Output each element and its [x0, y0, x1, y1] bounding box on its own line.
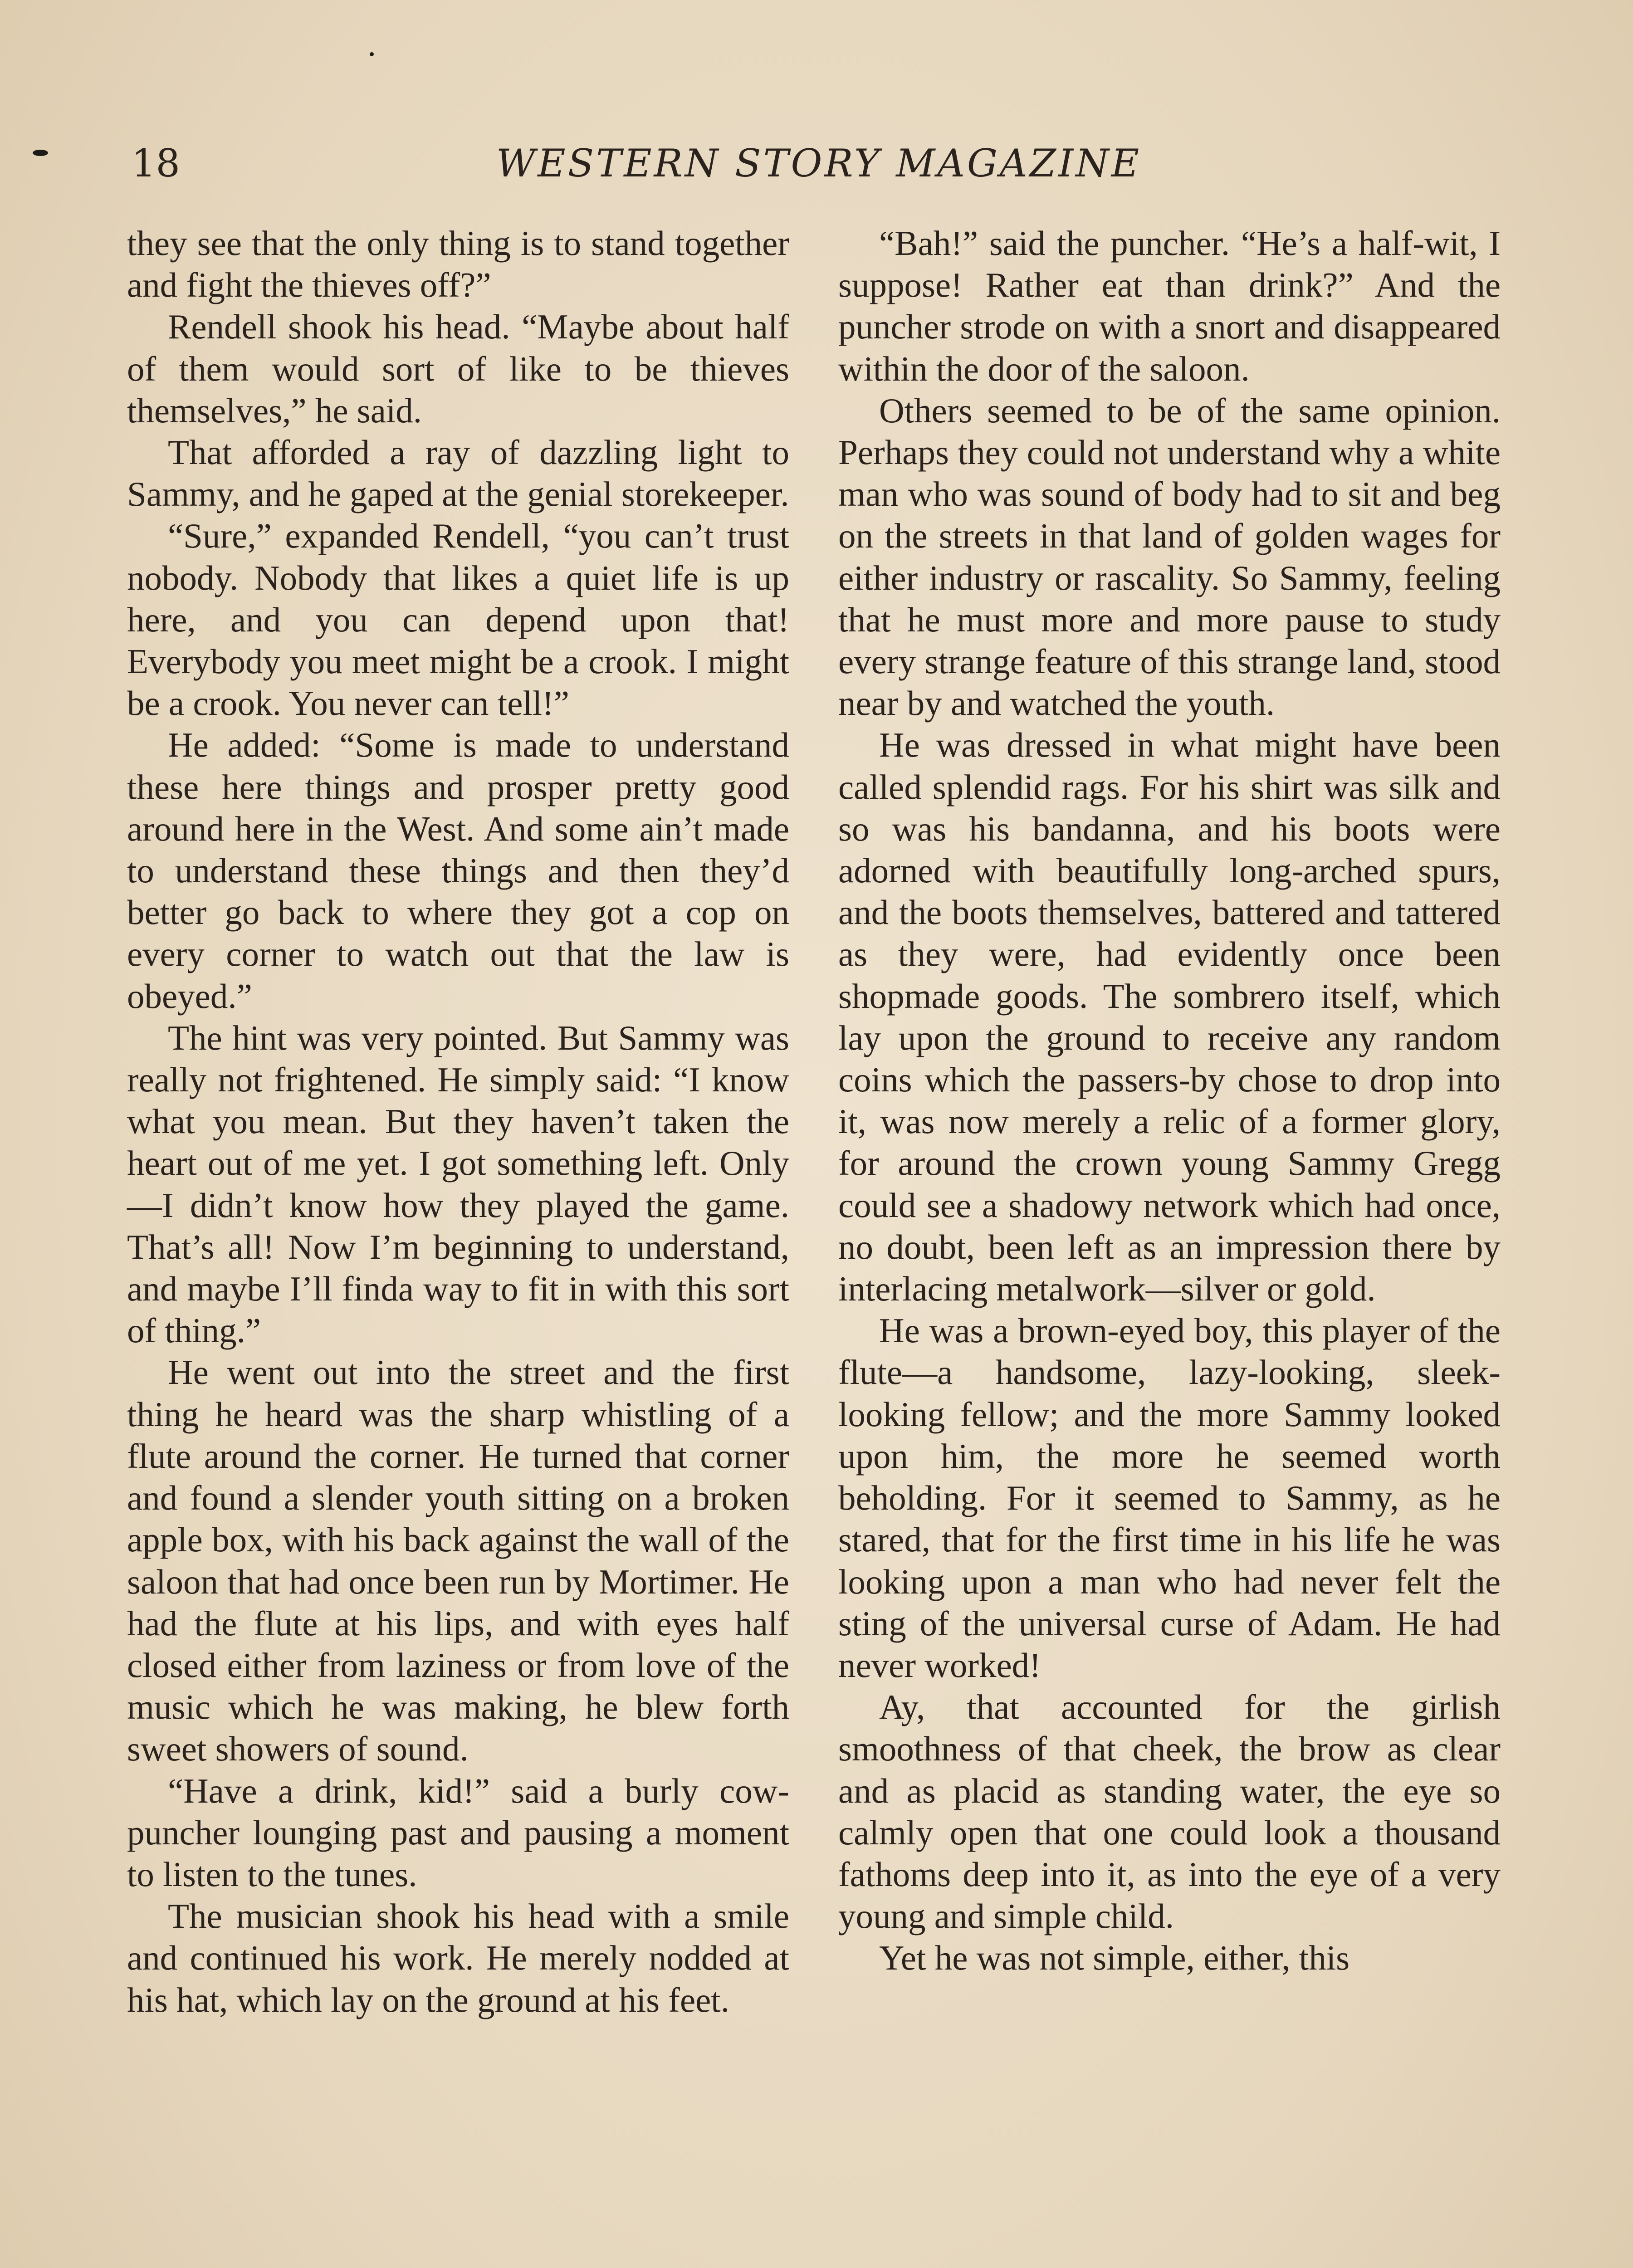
ink-speck: [33, 150, 48, 156]
left-column: [127, 222, 789, 2021]
paragraph: Ay, that accounted for the girlish smoothness of that cheek, the brow as clear and as placid as standing water, the eye so calmly open that one could look a thousand fathoms deep into it, as into the eye of a very young and simple child.: [838, 1687, 1501, 1936]
paragraph: He was dressed in what might have been called splendid rags. For his shirt was silk and so was his bandanna, and his boots were adorned with beautifully long-arched spurs, and the boots themselves, battered and tattered as they were, had evidently once been shopmade goods. The sombrero itself, which lay upon the ground to receive any random coins which the passers-by chose to drop into it, was now merely a relic of a former glory, for around the crown young Sammy Gregg could see a shadowy network which had once, no doubt, been left as an impression there by interlacing metalwork—silver or gold.: [838, 725, 1501, 1309]
page-header: [132, 136, 1506, 200]
page-number: 18: [132, 141, 180, 186]
right-column: [838, 222, 1501, 1979]
paragraph: they see that the only thing is to stand together and fight the thieves off?”: [127, 224, 789, 305]
paragraph: He added: “Some is made to understand these here things and prosper pretty good around here in the West. And some ain’t made to understand these things and then they’d better go back to where they got a cop on every corner to watch out that the law is obeyed.”: [127, 725, 789, 1016]
paragraph: That afforded a ray of dazzling light to Sammy, and he gaped at the genial storekeeper.: [127, 433, 789, 514]
paragraph: He went out into the street and the first thing he heard was the sharp whistling of a flute around the corner. He turned that corner and found a slender youth sitting on a broken apple box, with his back against the wall of the saloon that had once been run by Mortimer. He had the flute at his lips, and with eyes half closed either from laziness or from love of the music which he was making, he blew forth sweet showers of sound.: [127, 1353, 789, 1769]
paragraph: “Have a drink, kid!” said a burly cow-puncher lounging past and pausing a moment to listen to the tunes.: [127, 1771, 789, 1894]
paragraph: The hint was very pointed. But Sammy was really not frightened. He simply said: “I know what you mean. But they haven’t taken the heart out of me yet. I got something left. Only—I didn’t know how they played the game. That’s all! Now I’m beginning to understand, and maybe I’ll finda way to fit in with this sort of thing.”: [127, 1018, 789, 1350]
paragraph: Rendell shook his head. “Maybe about half of them would sort of like to be thieves themselves,” he said.: [127, 307, 789, 430]
paragraph: “Bah!” said the puncher. “He’s a half-wit, I suppose! Rather eat than drink?” And the puncher strode on with a snort and disappeared within the door of the saloon.: [838, 224, 1501, 388]
paragraph: Others seemed to be of the same opinion. Perhaps they could not understand why a white man who was sound of body had to sit and beg on the streets in that land of golden wages for either industry or rascality. So Sammy, feeling that he must more and more pause to study every strange feature of this strange land, stood near by and watched the youth.: [838, 391, 1501, 723]
paragraph: Yet he was not simple, either, this: [879, 1938, 1350, 1978]
ink-speck: [370, 52, 374, 56]
running-title: WESTERN STORY MAGAZINE: [496, 141, 1142, 186]
paragraph: “Sure,” expanded Rendell, “you can’t trust nobody. Nobody that likes a quiet life is up here, and you can depend upon that! Everybody you meet might be a crook. I might be a crook. You never can tell!”: [127, 516, 789, 723]
paragraph: The musician shook his head with a smile and continued his work. He merely nodded at his hat, which lay on the ground at his feet.: [127, 1897, 789, 2019]
paragraph: He was a brown-eyed boy, this player of the flute—a handsome, lazy-looking, sleek-looking fellow; and the more Sammy looked upon him, the more he seemed worth beholding. For it seemed to Sammy, as he stared, that for the first time in his life he was looking upon a man who had never felt the sting of the universal curse of Adam. He had never worked!: [838, 1311, 1501, 1685]
